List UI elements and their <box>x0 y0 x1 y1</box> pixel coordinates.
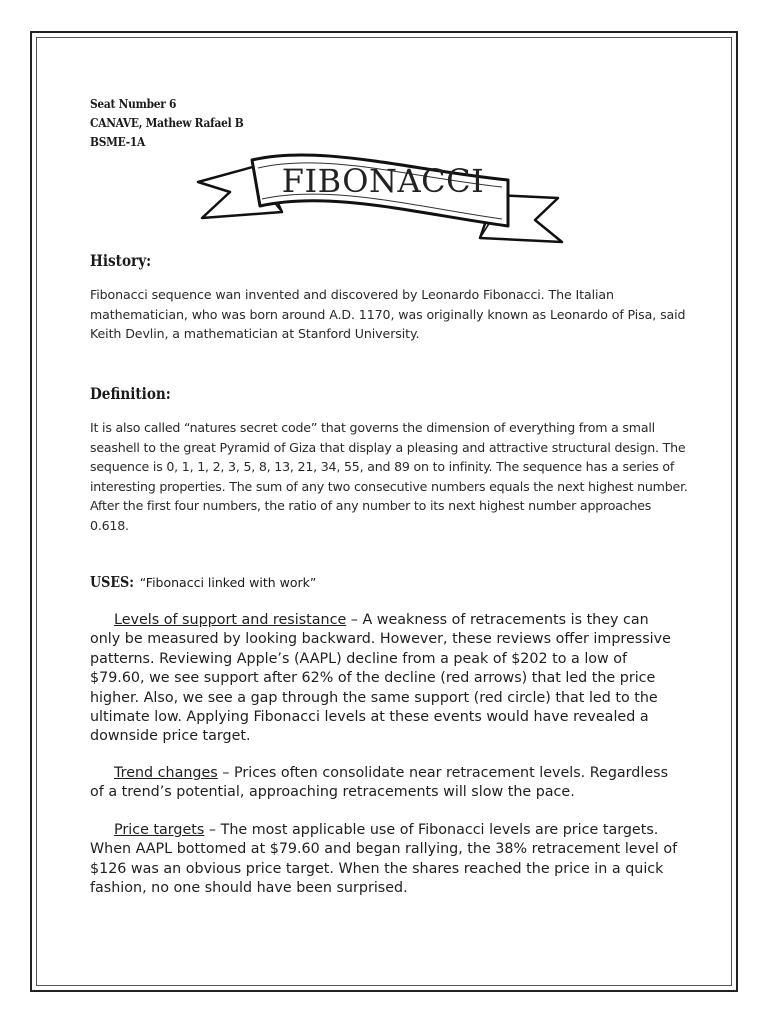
history-heading: History: <box>90 251 152 270</box>
uses-line <box>90 573 316 591</box>
course: BSME-1A <box>90 134 145 149</box>
banner-title: FIBONACCI <box>281 162 485 200</box>
seat-number: Seat Number 6 <box>90 96 177 111</box>
definition-heading: Definition: <box>90 384 171 403</box>
uses-item <box>90 764 680 803</box>
uses-item-lead: Levels of support and resistance <box>114 612 347 628</box>
definition-body: It is also called “natures secret code” that governs the dimension of everything from a small seashell to the great Pyramid of Giza that display a pleasing and attractive structural design. The sequence is 0, 1, 1, 2, 3, 5, 8, 13, 21, 34, 55, and 89 on to infinity. The sequence has a series of interesting properties. The sum of any two consecutive numbers equals the next highest number. After the first four numbers, the ratio of any number to its next highest number approaches 0.618. <box>90 420 688 533</box>
uses-heading: USES: <box>90 573 134 591</box>
uses-item <box>90 611 680 747</box>
uses-item-text: – A weakness of retracements is they can only be measured by looking backward. However, these reviews offer impressive patterns. Reviewing Apple’s (AAPL) decline from a peak of $202 to a low of $79.60, we see support after 62% of the decline (red arrows) that led the price higher. Also, we see a gap through the same support (red circle) that led to the ultimate low. Applying Fibonacci levels at these events would have revealed a downside price target. <box>90 612 671 745</box>
uses-item-lead: Trend changes <box>114 765 218 781</box>
uses-item-text: – Prices often consolidate near retracement levels. Regardless of a trend’s potential, approaching retracements will slow the pace. <box>90 765 669 801</box>
uses-item-text: – The most applicable use of Fibonacci levels are price targets. When AAPL bottomed at $79.60 and began rallying, the 38% retracement level of $126 was an obvious price target. When the shares reached the price in a quick fashion, no one should have been surprised. <box>90 822 678 897</box>
uses-item <box>90 821 680 899</box>
uses-subtitle: “Fibonacci linked with work” <box>139 575 317 590</box>
uses-item-lead: Price targets <box>114 822 205 838</box>
student-name: CANAVE, Mathew Rafael B <box>90 115 244 130</box>
history-body: Fibonacci sequence wan invented and discovered by Leonardo Fibonacci. The Italian mathematician, who was born around A.D. 1170, was originally known as Leonardo of Pisa, said Keith Devlin, a mathematician at Stanford University. <box>90 287 686 341</box>
